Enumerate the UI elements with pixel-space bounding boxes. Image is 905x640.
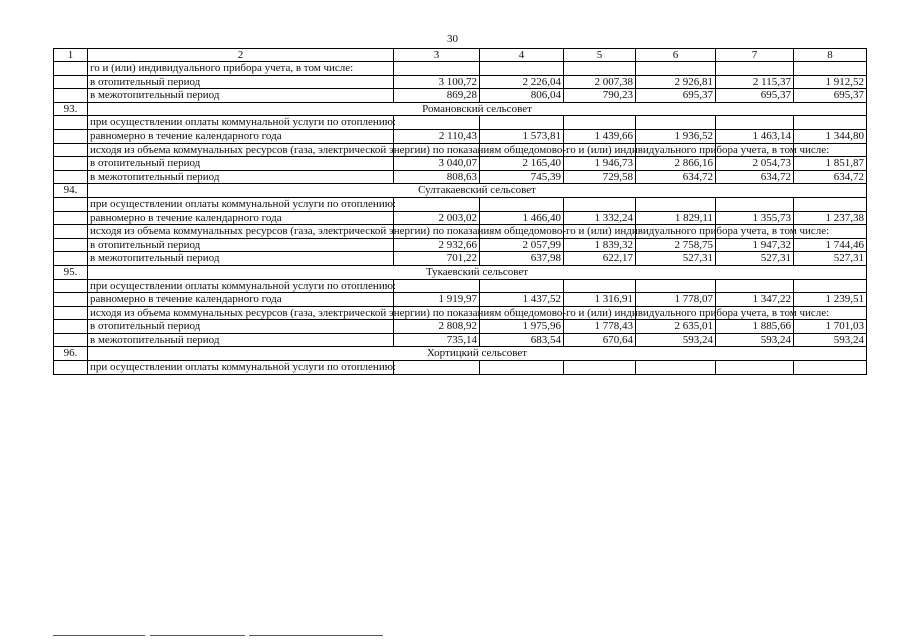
column-number-2: 2 [88,49,394,62]
value-cell: 1 239,51 [794,293,867,307]
row-number-empty [54,238,88,252]
value-cell [716,361,794,375]
value-cell: 1 573,81 [480,129,564,143]
value-cell: 1 344,80 [794,129,867,143]
value-cell: 622,17 [564,252,636,266]
value-cell: 683,54 [480,333,564,347]
value-cell: 1 439,66 [564,129,636,143]
row-label: в межотопительный период [88,170,394,184]
value-cell: 527,31 [636,252,716,266]
table-row [54,62,867,76]
table-row [54,75,867,89]
row-number-empty [54,211,88,225]
value-cell: 593,24 [636,333,716,347]
row-label: равномерно в течение календарного года [88,293,394,307]
value-cell [794,279,867,293]
section-row [54,347,867,361]
value-cell: 2 758,75 [636,238,716,252]
table-row [54,89,867,103]
value-cell [480,197,564,211]
value-cell [394,197,480,211]
value-cell: 1 851,87 [794,157,867,171]
value-cell [564,116,636,130]
row-label: при осуществлении оплаты коммунальной услуги по отоплению: [88,197,394,211]
value-cell: 1 936,52 [636,129,716,143]
table-row [54,170,867,184]
value-cell [636,116,716,130]
value-cell: 790,23 [564,89,636,103]
value-cell [636,279,716,293]
row-number-empty [54,129,88,143]
value-cell [636,62,716,76]
value-cell: 634,72 [636,170,716,184]
table-row [54,279,867,293]
value-cell: 2 635,01 [636,320,716,334]
value-cell: 1 355,73 [716,211,794,225]
column-number-8: 8 [794,49,867,62]
value-cell: 634,72 [794,170,867,184]
section-row [54,102,867,116]
table-row [54,361,867,375]
table-row [54,211,867,225]
column-number-7: 7 [716,49,794,62]
row-number-empty [54,306,88,320]
value-cell: 593,24 [794,333,867,347]
value-cell: 806,04 [480,89,564,103]
value-cell [716,197,794,211]
row-label: в отопительный период [88,75,394,89]
footer-line-3 [249,635,383,636]
value-cell: 735,14 [394,333,480,347]
value-cell: 1 701,03 [794,320,867,334]
value-cell: 695,37 [794,89,867,103]
value-cell: 2 057,99 [480,238,564,252]
row-label: в отопительный период [88,157,394,171]
value-cell [794,361,867,375]
row-number-empty [54,225,88,239]
row-label: равномерно в течение календарного года [88,129,394,143]
row-label: в отопительный период [88,238,394,252]
value-cell [716,62,794,76]
table-row [54,238,867,252]
value-cell [564,279,636,293]
value-cell [394,279,480,293]
page-number: 30 [447,33,458,45]
value-cell: 1 946,73 [564,157,636,171]
value-cell: 1 744,46 [794,238,867,252]
table-row [54,293,867,307]
row-label: при осуществлении оплаты коммунальной услуги по отоплению: [88,116,394,130]
value-cell: 527,31 [794,252,867,266]
value-cell: 2 926,81 [636,75,716,89]
value-cell: 593,24 [716,333,794,347]
value-cell: 2 226,04 [480,75,564,89]
table-row [54,252,867,266]
value-cell: 1 316,91 [564,293,636,307]
value-cell: 2 932,66 [394,238,480,252]
value-cell: 2 165,40 [480,157,564,171]
section-title: Султакаевский сельсовет [88,184,867,198]
value-cell [794,62,867,76]
value-cell: 3 040,07 [394,157,480,171]
value-cell: 1 912,52 [794,75,867,89]
value-cell: 634,72 [716,170,794,184]
value-cell: 1 347,22 [716,293,794,307]
value-cell [794,197,867,211]
row-label: в межотопительный период [88,89,394,103]
table-row [54,157,867,171]
value-cell [394,361,480,375]
row-label: при осуществлении оплаты коммунальной услуги по отоплению: [88,361,394,375]
column-number-6: 6 [636,49,716,62]
column-number-5: 5 [564,49,636,62]
value-cell: 745,39 [480,170,564,184]
value-cell: 2 007,38 [564,75,636,89]
table-row [54,225,867,239]
value-cell: 695,37 [636,89,716,103]
row-number-empty [54,197,88,211]
section-title: Хортицкий сельсовет [88,347,867,361]
table-row [54,306,867,320]
value-cell: 527,31 [716,252,794,266]
table-row [54,320,867,334]
row-number-empty [54,170,88,184]
tariff-table [53,48,867,375]
value-cell: 2 808,92 [394,320,480,334]
row-label: исходя из объема коммунальных ресурсов (газа, электрической энергии) по показаниям общедомово-го и (или) индивидуального прибора учета, в том числе: [88,225,394,239]
value-cell: 670,64 [564,333,636,347]
value-cell: 869,28 [394,89,480,103]
table-row [54,116,867,130]
column-number-3: 3 [394,49,480,62]
row-number: 96. [54,347,88,361]
row-label: го и (или) индивидуального прибора учета, в том числе: [88,62,394,76]
value-cell: 1 463,14 [716,129,794,143]
value-cell: 808,63 [394,170,480,184]
value-cell: 1 829,11 [636,211,716,225]
table-row [54,129,867,143]
value-cell: 1 885,66 [716,320,794,334]
row-number-empty [54,75,88,89]
value-cell: 1 947,32 [716,238,794,252]
row-number: 94. [54,184,88,198]
value-cell [636,361,716,375]
value-cell: 1 975,96 [480,320,564,334]
value-cell [564,62,636,76]
value-cell: 729,58 [564,170,636,184]
row-number: 93. [54,102,88,116]
row-number-empty [54,143,88,157]
value-cell: 1 778,07 [636,293,716,307]
row-number-empty [54,252,88,266]
column-number-1: 1 [54,49,88,62]
value-cell [794,116,867,130]
value-cell: 1 437,52 [480,293,564,307]
row-label: исходя из объема коммунальных ресурсов (газа, электрической энергии) по показаниям общедомово-го и (или) индивидуального прибора учета, в том числе: [88,306,394,320]
row-number-empty [54,320,88,334]
table-header-row [54,49,867,62]
footer-line-2 [150,635,245,636]
value-cell [480,116,564,130]
row-number: 95. [54,265,88,279]
value-cell: 1 237,38 [794,211,867,225]
row-label: при осуществлении оплаты коммунальной услуги по отоплению: [88,279,394,293]
value-cell [636,197,716,211]
value-cell: 637,98 [480,252,564,266]
value-cell: 2 110,43 [394,129,480,143]
value-cell: 2 866,16 [636,157,716,171]
row-label: в межотопительный период [88,252,394,266]
value-cell [564,197,636,211]
value-cell: 1 332,24 [564,211,636,225]
row-number-empty [54,157,88,171]
value-cell: 2 054,73 [716,157,794,171]
section-title: Романовский сельсовет [88,102,867,116]
row-number-empty [54,116,88,130]
value-cell [480,279,564,293]
value-cell [716,116,794,130]
value-cell [564,361,636,375]
value-cell [716,279,794,293]
value-cell: 695,37 [716,89,794,103]
value-cell [394,62,480,76]
row-label: в межотопительный период [88,333,394,347]
row-number-empty [54,62,88,76]
value-cell: 2 115,37 [716,75,794,89]
value-cell: 1 466,40 [480,211,564,225]
value-cell [480,361,564,375]
row-number-empty [54,89,88,103]
row-label: исходя из объема коммунальных ресурсов (газа, электрической энергии) по показаниям общедомово-го и (или) индивидуального прибора учета, в том числе: [88,143,394,157]
row-number-empty [54,333,88,347]
footer-line-1 [53,635,145,636]
value-cell [394,116,480,130]
value-cell: 3 100,72 [394,75,480,89]
value-cell: 701,22 [394,252,480,266]
value-cell: 1 778,43 [564,320,636,334]
section-row [54,265,867,279]
section-row [54,184,867,198]
row-number-empty [54,279,88,293]
table-row [54,143,867,157]
value-cell: 2 003,02 [394,211,480,225]
row-label: в отопительный период [88,320,394,334]
table-row [54,333,867,347]
value-cell: 1 839,32 [564,238,636,252]
row-number-empty [54,361,88,375]
value-cell: 1 919,97 [394,293,480,307]
column-number-4: 4 [480,49,564,62]
section-title: Тукаевский сельсовет [88,265,867,279]
table-row [54,197,867,211]
value-cell [480,62,564,76]
row-label: равномерно в течение календарного года [88,211,394,225]
row-number-empty [54,293,88,307]
